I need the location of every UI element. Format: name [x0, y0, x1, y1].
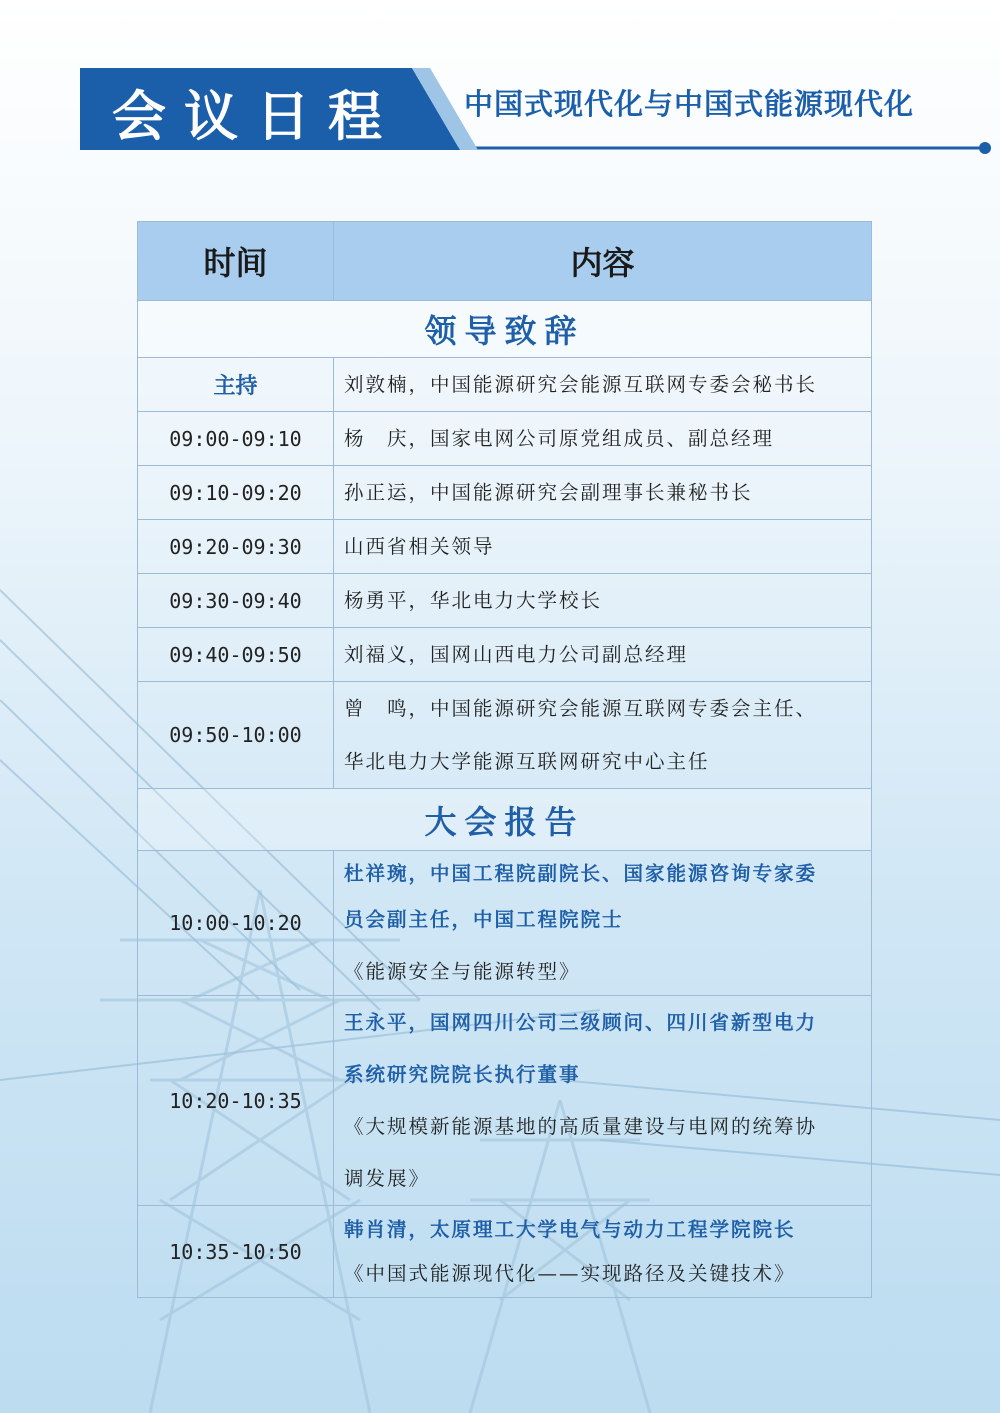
section-row — [138, 301, 872, 358]
table-row — [138, 466, 872, 520]
time-cell: 09:00-09:10 — [138, 412, 334, 466]
time-cell: 09:50-10:00 — [138, 682, 334, 789]
topic-line: 《中国式能源现代化——实现路径及关键技术》 — [344, 1261, 796, 1285]
time-cell: 10:00-10:20 — [138, 851, 334, 996]
page-title: 会议日程 — [112, 84, 400, 148]
table-row — [138, 628, 872, 682]
time-cell: 09:10-09:20 — [138, 466, 334, 520]
content-cell — [334, 682, 872, 789]
time-cell: 10:35-10:50 — [138, 1206, 334, 1298]
table-row — [138, 682, 872, 789]
time-cell: 09:30-09:40 — [138, 574, 334, 628]
column-header-content: 内容 — [334, 222, 872, 301]
speaker-line: 杜祥琬，中国工程院副院长、国家能源咨询专家委 — [344, 862, 818, 885]
table-row — [138, 412, 872, 466]
speaker-line: 王永平，国网四川公司三级顾问、四川省新型电力 — [344, 1010, 818, 1034]
table-row — [138, 851, 872, 996]
section-title: 领导致辞 — [138, 301, 872, 358]
host-label: 主持 — [138, 358, 334, 412]
topic-line: 《大规模新能源基地的高质量建设与电网的统筹协 — [344, 1114, 818, 1138]
speaker-line: 员会副主任，中国工程院院士 — [344, 908, 624, 931]
content-cell — [334, 996, 872, 1206]
table-header-row — [138, 222, 872, 301]
content-line: 曾 鸣，中国能源研究会能源互联网专委会主任、 — [344, 697, 818, 720]
content-line: 华北电力大学能源互联网研究中心主任 — [344, 750, 710, 773]
content-cell — [334, 1206, 872, 1298]
speaker-line: 韩肖清，太原理工大学电气与动力工程学院院长 — [344, 1217, 796, 1241]
agenda-table — [137, 221, 872, 1298]
column-header-time: 时间 — [138, 222, 334, 301]
content-cell: 杨 庆，国家电网公司原党组成员、副总经理 — [334, 412, 872, 466]
time-cell: 09:40-09:50 — [138, 628, 334, 682]
host-text: 刘敦楠，中国能源研究会能源互联网专委会秘书长 — [334, 358, 872, 412]
topic-line: 调发展》 — [344, 1166, 431, 1190]
time-cell: 10:20-10:35 — [138, 996, 334, 1206]
section-row — [138, 789, 872, 851]
table-row — [138, 996, 872, 1206]
table-row — [138, 574, 872, 628]
content-cell: 孙正运，中国能源研究会副理事长兼秘书长 — [334, 466, 872, 520]
content-cell: 山西省相关领导 — [334, 520, 872, 574]
topic-line: 《能源安全与能源转型》 — [344, 960, 581, 983]
page-subtitle: 中国式现代化与中国式能源现代化 — [464, 87, 915, 121]
section-title: 大会报告 — [138, 789, 872, 851]
table-row — [138, 1206, 872, 1298]
content-cell: 杨勇平，华北电力大学校长 — [334, 574, 872, 628]
content-cell — [334, 851, 872, 996]
table-row — [138, 520, 872, 574]
page-header — [0, 0, 1000, 170]
speaker-line: 系统研究院院长执行董事 — [344, 1062, 581, 1086]
table-row — [138, 358, 872, 412]
content-cell: 刘福义，国网山西电力公司副总经理 — [334, 628, 872, 682]
time-cell: 09:20-09:30 — [138, 520, 334, 574]
